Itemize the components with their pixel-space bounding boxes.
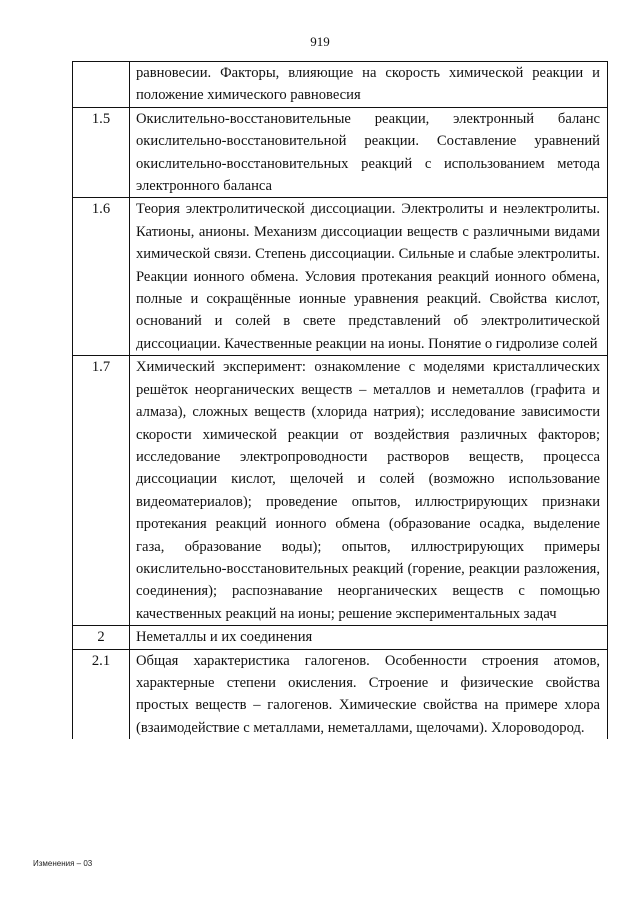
row-content: Теория электролитической диссоциации. Электролиты и неэлектролиты. Катионы, анионы. Механизм диссоциации веществ с различными видами химической связи. Степень диссоциации. Сильные и слабые электролиты. Реакции ионного обмена. Условия протекания реакций ионного обмена, полные и сокращённые ионные уравнения реакций. Свойства кислот, оснований и солей в свете представлений об электролитической диссоциации. Качественные реакции на ионы. Понятие о гидролизе солей (130, 198, 608, 356)
row-number: 2 (73, 626, 130, 649)
table-row (73, 198, 608, 356)
row-content: Химический эксперимент: ознакомление с моделями кристаллических решёток неорганических веществ – металлов и неметаллов (графита и алмаза), сложных веществ (хлорида натрия); исследование зависимости скорости химической реакции от воздействия различных факторов; исследование электропроводности растворов веществ, процесса диссоциации кислот, щелочей и солей (возможно использование видеоматериалов); проведение опытов, иллюстрирующих признаки протекания реакций ионного обмена (образование осадка, выделение газа, образование воды); опытов, иллюстрирующих примеры окислительно-восстановительных реакций (горение, реакции разложения, соединения); распознавание неорганических веществ с помощью качественных реакций на ионы; решение экспериментальных задач (130, 356, 608, 626)
row-number: 2.1 (73, 649, 130, 739)
row-content: Неметаллы и их соединения (130, 626, 608, 649)
page-number: 919 (310, 34, 330, 49)
table-row (73, 62, 608, 108)
row-content: Окислительно-восстановительные реакции, электронный баланс окислительно-восстановительной реакции. Составление уравнений окислительно-восстановительных реакций с использованием метода электронного баланса (130, 107, 608, 198)
row-number: 1.6 (73, 198, 130, 356)
curriculum-table (72, 61, 608, 739)
row-content: равновесии. Факторы, влияющие на скорость химической реакции и положение химического равновесия (130, 62, 608, 108)
table-row (73, 356, 608, 626)
row-content: Общая характеристика галогенов. Особенности строения атомов, характерные степени окисления. Строение и физические свойства простых веществ – галогенов. Химические свойства на примере хлора (взаимодействие с металлами, неметаллами, щелочами). Хлороводород. (130, 649, 608, 739)
table-row (73, 626, 608, 649)
footer-revision: Изменения – 03 (33, 859, 93, 868)
row-number (73, 62, 130, 108)
row-number: 1.7 (73, 356, 130, 626)
table-row (73, 649, 608, 739)
row-number: 1.5 (73, 107, 130, 198)
table-row (73, 107, 608, 198)
